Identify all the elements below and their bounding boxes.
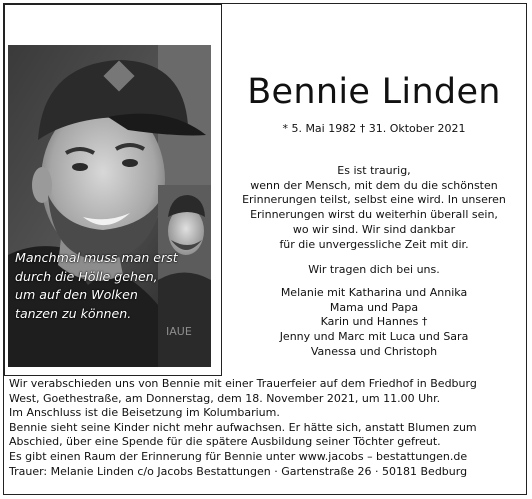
poem-line: wenn der Mensch, mit dem du die schönsten <box>250 178 498 192</box>
quote-line: Manchmal muss man erst <box>15 250 178 265</box>
poem-line: Es ist traurig, <box>337 164 411 177</box>
details-line: Wir verabschieden uns von Bennie mit einer Trauerfeier auf dem Friedhof in Bedburg <box>9 377 477 390</box>
poem <box>224 164 524 252</box>
mourner-line: Jenny und Marc mit Luca und Sara <box>279 330 469 344</box>
quote-line: durch die Hölle gehen, <box>15 268 158 284</box>
details-line: Es gibt einen Raum der Erinnerung für Bennie unter www.jacobs – bestattungen.de <box>9 449 468 463</box>
mourner-line: Karin und Hannes † <box>320 315 428 329</box>
details-line: Abschied, über eine Spende für die spätere Ausbildung seiner Töchter gefreut. <box>9 435 441 449</box>
photo-frame <box>4 4 222 376</box>
details-line: Bennie sieht seine Kinder nicht mehr aufwachsen. Er hätte sich, anstatt Blumen zum <box>9 420 477 434</box>
quote <box>15 249 211 323</box>
mourner-line: Mama und Papa <box>329 300 419 314</box>
poem-line: für die unvergessliche Zeit mit dir. <box>279 237 469 251</box>
carry-line <box>224 263 524 278</box>
details-line: West, Goethestraße, am Donnerstag, dem 18. November 2021, um 11.00 Uhr. <box>9 391 441 405</box>
quote-line: um auf den Wolken <box>15 287 138 302</box>
details-line: Im Anschluss ist die Beisetzung im Kolumbarium. <box>9 406 280 420</box>
deceased-name: Bennie Linden <box>247 72 501 112</box>
poem-line: Erinnerungen teilst, selbst eine wird. In unseren <box>242 193 506 207</box>
mourner-line: Vanessa und Christoph <box>310 344 438 358</box>
quote-line: tanzen zu können. <box>15 305 132 321</box>
svg-text:IAUE: IAUE <box>166 325 192 338</box>
life-dates: * 5. Mai 1982 † 31. Oktober 2021 <box>282 122 466 135</box>
poem-line: wo wir sind. Wir sind dankbar <box>292 222 456 236</box>
mourners <box>224 286 524 360</box>
details-line: Trauer: Melanie Linden c/o Jacobs Bestattungen · Gartenstraße 26 · 50181 Bedburg <box>9 464 468 478</box>
obituary-notice <box>3 3 527 495</box>
poem-line: Erinnerungen wirst du weiterhin überall sein, <box>250 208 498 222</box>
mourner-line: Melanie mit Katharina und Annika <box>280 286 468 299</box>
carry-text: Wir tragen dich bei uns. <box>308 263 440 276</box>
service-details <box>9 377 523 479</box>
